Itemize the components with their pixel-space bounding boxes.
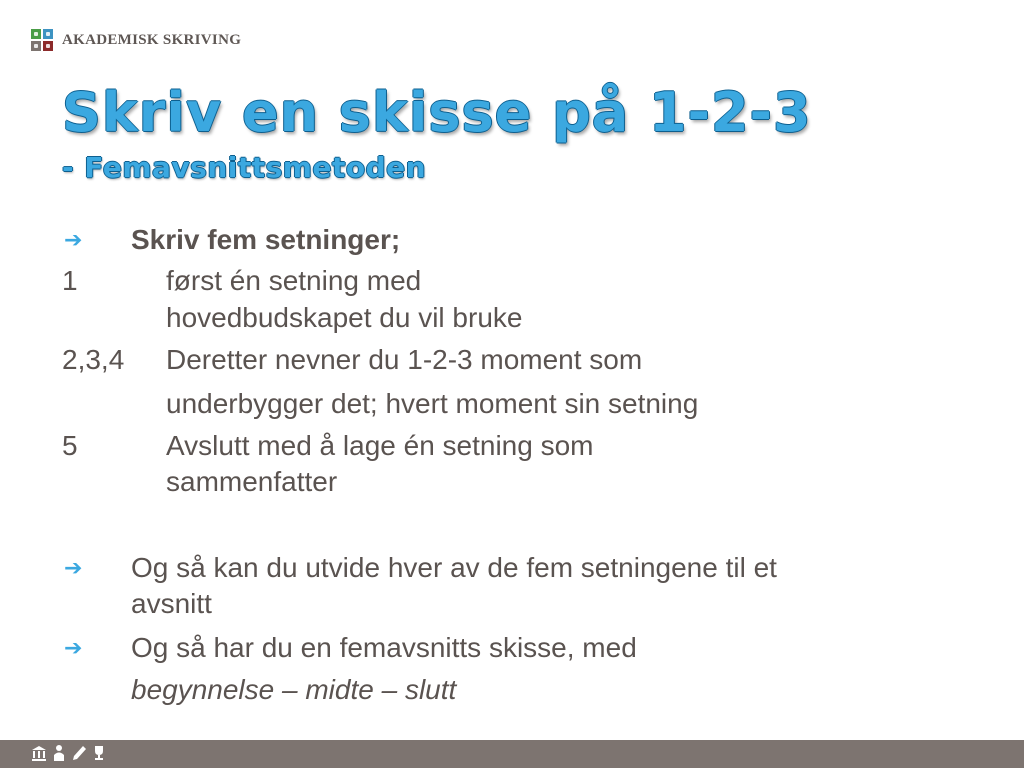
step-number: 1 [62,265,78,296]
footer-icons [31,744,107,762]
person-icon [51,744,67,762]
logo-grid-icon [31,29,53,51]
footer-bar [0,740,1024,768]
step-text: Deretter nevner du 1-2-3 moment som [166,344,643,375]
step-text: hovedbudskapet du vil bruke [166,302,523,333]
step-text: sammenfatter [166,466,338,497]
bullet-text: avsnitt [131,588,212,619]
arrow-bullet-icon: ➔ [64,555,83,580]
bullet-text: Og så har du en femavsnitts skisse, med [131,632,637,663]
trophy-icon [91,744,107,762]
building-icon [31,744,47,762]
bullet-text: Skriv fem setninger; [131,224,401,255]
step-number: 2,3,4 [62,344,125,375]
arrow-bullet-icon: ➔ [64,635,83,660]
header-logo [31,29,241,51]
slide-title: Skriv en skisse på 1-2-3 [62,81,812,144]
logo-text: AKADEMISK SKRIVING [62,31,242,48]
pencil-icon [71,744,87,762]
arrow-bullet-icon: ➔ [64,227,83,252]
bullet-text-italic: begynnelse – midte – slutt [131,674,457,705]
step-text: underbygger det; hvert moment sin setning [166,388,699,419]
step-number: 5 [62,430,78,461]
step-text: Avslutt med å lage én setning som [166,430,594,461]
step-text: først én setning med [166,265,422,296]
bullet-text: Og så kan du utvide hver av de fem setningene til et [131,552,777,583]
slide-subtitle: - Femavsnittsmetoden [62,151,427,184]
